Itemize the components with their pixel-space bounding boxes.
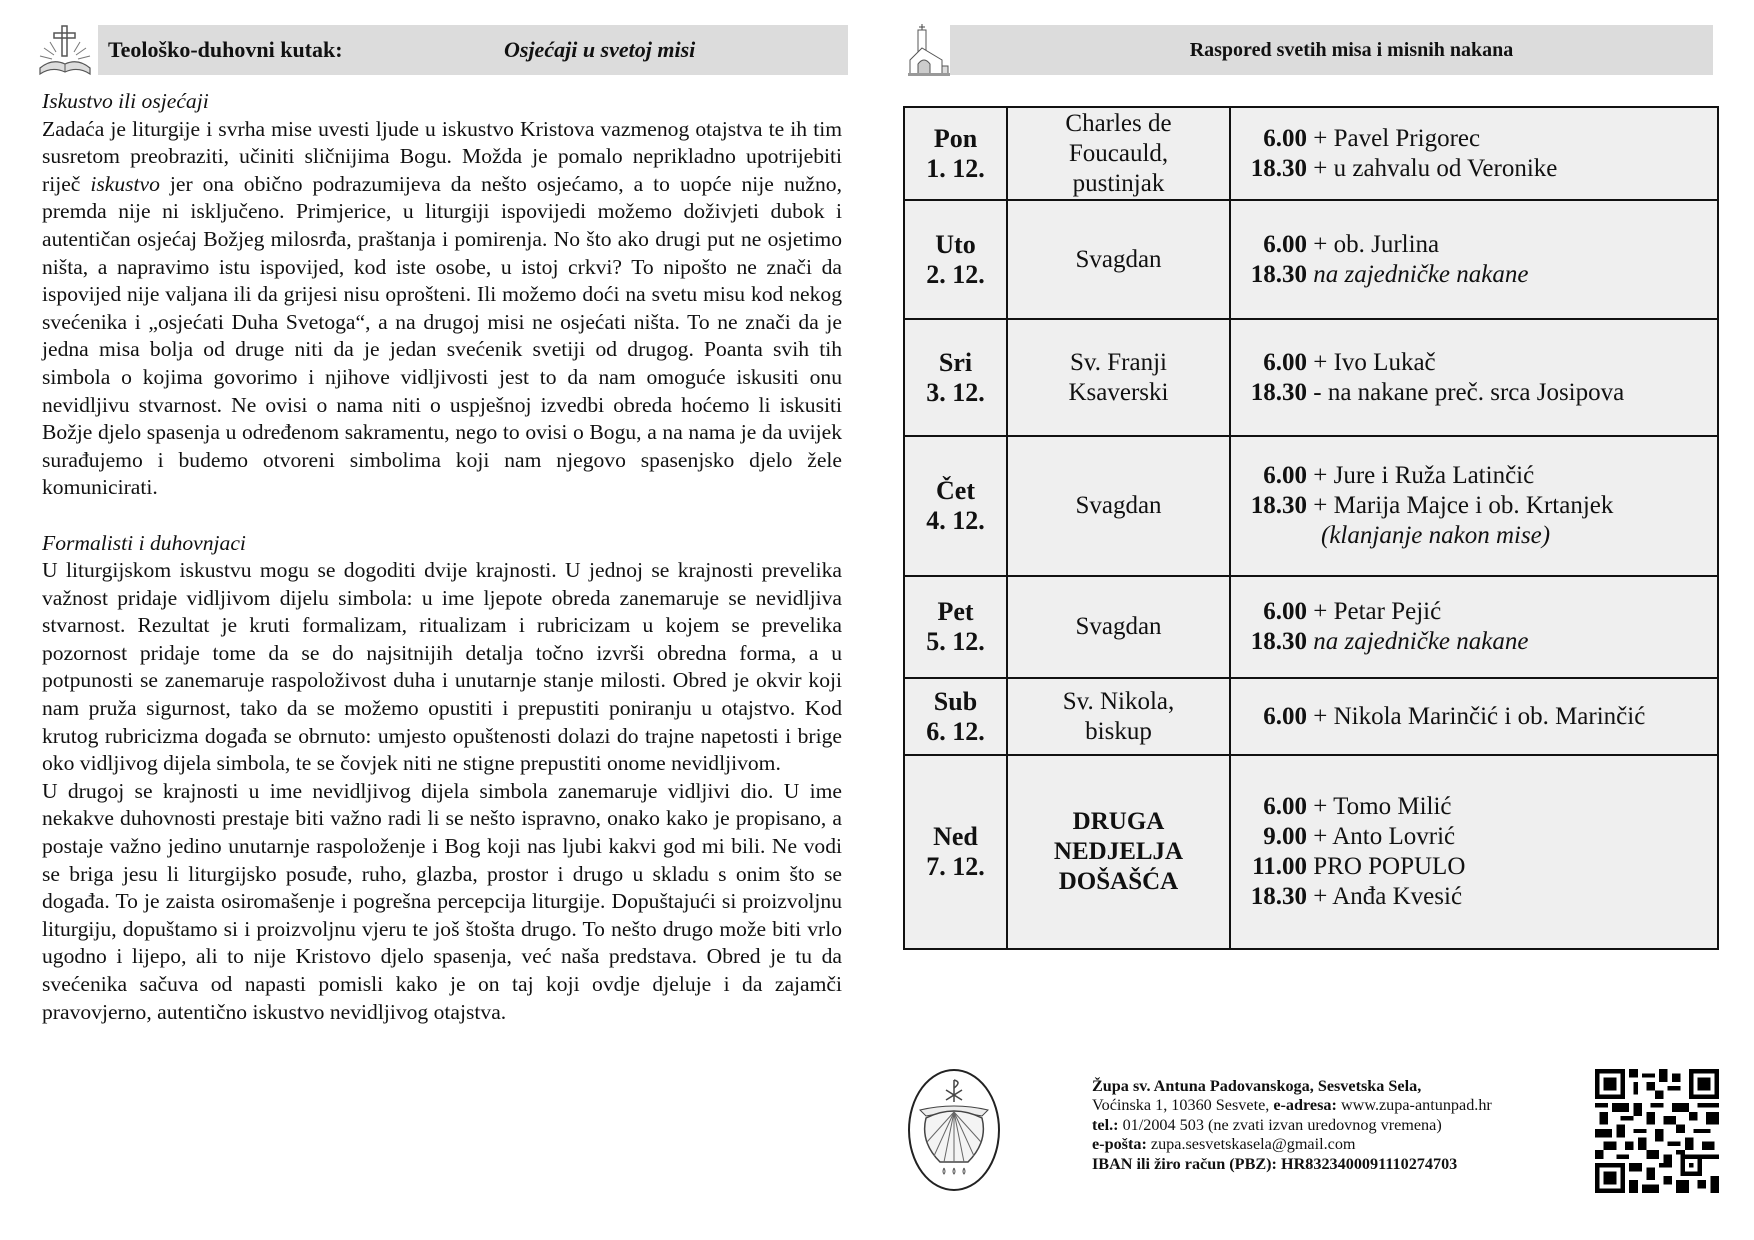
mass-intention: + ob. Jurlina [1313,230,1440,258]
feast-cell [1007,107,1230,200]
feast-line: Svagdan [1075,613,1162,640]
feast-line: Svagdan [1075,492,1162,519]
mass-time: 6.00 [1263,793,1307,820]
mass-entry [1241,792,1717,822]
subheading-iskustvo: Iskustvo ili osjećaji [42,89,209,113]
mass-entry [1241,882,1717,912]
schedule-title: Raspored svetih misa i misnih nakana [1189,38,1514,61]
date: 3. 12. [926,377,985,407]
text-run: Zadaća je liturgije i svrha mise uvesti ljude u iskustvo Kristova vazmenog otajstva te ih tim susretom preobraziti, učiniti sličnijima Bogu. Možda je pomalo neprikladno upotrijebiti riječ [42,116,842,196]
mass-time: 11.00 [1252,853,1307,880]
mass-intention: + Pavel Prigorec [1313,124,1481,152]
mass-entry [1241,491,1717,521]
schedule-header [950,25,1713,75]
email-address[interactable]: zupa.sesvetskasela@gmail.com [1146,1135,1356,1154]
weekday: Pet [937,597,974,626]
feast-line: DRUGA [1072,808,1165,835]
mass-intentions-cell [1230,200,1718,319]
day-cell [904,755,1007,949]
mass-time: 18.30 [1250,492,1307,519]
mass-note: (klanjanje nakon mise) [1321,522,1551,549]
schedule-row [904,200,1718,319]
feast-cell [1007,319,1230,436]
day-cell [904,107,1007,200]
feast-cell [1007,200,1230,319]
mass-time: 18.30 [1250,154,1307,182]
mass-intention: + u zahvalu od Veronike [1313,154,1558,182]
feast-line: Sv. Nikola, [1062,687,1175,715]
date: 5. 12. [926,627,985,656]
feast-cell [1007,678,1230,755]
mass-time: 6.00 [1263,348,1307,376]
phone-number: 01/2004 503 (ne zvati izvan uredovnog vremena) [1118,1115,1442,1134]
article-body [42,88,842,1026]
feast-cell [1007,576,1230,678]
website-link[interactable]: www.zupa-antunpad.hr [1336,1096,1492,1115]
mass-entry [1241,597,1717,627]
article-title: Osjećaji u svetoj misi [504,37,696,62]
mass-time: 6.00 [1263,124,1307,152]
cross-bible-icon [36,24,94,78]
feast-cell [1007,755,1230,949]
church-icon [908,24,950,76]
web-label: e-adresa: [1273,1096,1337,1115]
mass-entry [1241,124,1717,154]
feast-line: DOŠAŠĆA [1058,868,1179,895]
mass-intentions-cell [1230,755,1718,949]
mass-entry [1241,348,1717,378]
date: 1. 12. [926,153,985,183]
email-label: e-pošta: [1092,1135,1147,1154]
emphasis: iskustvo [90,171,160,196]
schedule-row [904,755,1718,949]
parish-name: Župa sv. Antuna Padovanskoga, Sesvetska Sela, [1092,1077,1422,1095]
mass-intention: + Anđa Kvesić [1313,883,1463,910]
schedule-row [904,319,1718,436]
mass-intention: + Anto Lovrić [1313,823,1456,850]
mass-intention: - na nakane preč. srca Josipova [1313,378,1625,406]
mass-intention: PRO POPULO [1313,853,1466,880]
mass-intention: + Petar Pejić [1313,598,1442,625]
mass-time: 18.30 [1250,260,1307,288]
scallop-shell-chi-rho-logo [906,1068,1002,1192]
feast-line: NEDJELJA [1053,838,1184,865]
feast-line: Foucauld, [1068,139,1169,167]
iban: IBAN ili žiro račun (PBZ): HR8323400091110274703 [1092,1154,1458,1173]
date: 2. 12. [926,259,985,289]
weekday: Sub [933,686,978,716]
mass-time: 6.00 [1263,598,1307,625]
mass-time: 18.30 [1250,378,1307,406]
mass-time: 6.00 [1263,230,1307,258]
mass-time: 6.00 [1263,462,1307,489]
feast-line: Svagdan [1075,245,1162,273]
mass-intention: + Tomo Milić [1313,793,1452,820]
mass-entry [1241,230,1717,260]
address: Voćinska 1, 10360 Sesvete, [1092,1096,1274,1115]
mass-intentions-cell [1230,576,1718,678]
mass-intention: + Ivo Lukač [1313,348,1436,376]
mass-intention: + Jure i Ruža Latinčić [1313,462,1535,489]
email-line [1092,1135,1492,1154]
mass-time: 9.00 [1263,823,1307,850]
mass-entry [1241,154,1717,184]
weekday: Pon [933,123,978,153]
text-run: jer ona obično podrazumijeva da nešto osjećamo, a to uopće nije nužno, premda nije ni isključeno. Primjerice, u liturgiji ispovijedi možemo doživjeti dubok i autentičan osjećaj Božjeg milosrđa, praštanja i pomirenja. No što ako drugi put ne osjetimo ništa, a napravimo istu ispovijed, kod iste osobe, u istoj crkvi? To nipošto ne znači da ispovijed nije valjana ili da grijesi nisu oprošteni. Ili možemo doći na svetu misu kod nekog svećenika i „osjećati Duha Svetoga“, a na drugoj misi ne osjećati ništa. To ne znači da je jedna misa bolja od druge niti da je jedan svećenik svetiji od drugog. Poanta svih tih simbola o kojima govorimo i njihove vidljivosti jest to da nam omoguće iskusiti onu nevidljivu stvarnost. Ne ovisi o nama niti o uspješnoj izvedbi obreda hoćemo li iskusiti Božje djelo spasenja u određenom sakramentu, nego to ovisi o Bogu, a na nama je da uvijek surađujemo i budemo otvoreni simbolima koji nam njegovo spasenjsko djelo žele komunicirati. [42,171,842,500]
schedule-row [904,678,1718,755]
day-cell [904,200,1007,319]
mass-entry [1241,378,1717,408]
mass-entry [1241,822,1717,852]
weekday: Uto [935,229,976,259]
schedule-row [904,436,1718,576]
mass-schedule-table [903,106,1719,950]
mass-intention: na zajedničke nakane [1313,628,1529,655]
section-header [98,25,848,75]
mass-intentions-cell [1230,436,1718,576]
feast-line: Charles de [1065,109,1172,137]
phone-line [1092,1116,1492,1135]
qr-code-icon [1595,1069,1719,1193]
feast-line: Sv. Franji [1070,348,1167,376]
feast-line: biskup [1085,717,1152,745]
date: 7. 12. [926,852,985,881]
section-label: Teološko-duhovni kutak: [108,37,343,62]
mass-time: 18.30 [1250,883,1307,910]
address-line [1092,1096,1492,1115]
paragraph: U drugoj se krajnosti u ime nevidljivog dijela simbola zanemaruje vidljivi dio. U ime nekakve duhovnosti prestaje biti važno radi li se nešto ispravno, onako kako je propisano, a postaje važno jedino unutarnje raspoloženje i Bog koji nas ljubi kakvi god mi bili. Ne vodi se briga jesu li liturgijsko posuđe, ruho, glazba, prostor i drugo u skladu s onim što se događa. To je zaista osiromašenje i pogrešna percepcija liturgije. Dopuštajući si proizvoljnu liturgiju, dopuštamo si i proizvoljnu vjeru te još štošta drugo. To nešto drugo može biti vrlo ugodno i lijepo, ali to nije Kristovo djelo spasenja, već naša predstava. Obred je tu da svećenika sačuva od napasti pomisli kako je on taj koji ovdje djeluje i da zajamči pravovjerno, autentično iskustvo nevidljivog otajstva. [42,778,842,1024]
day-cell [904,576,1007,678]
date: 4. 12. [926,506,985,535]
schedule-row [904,107,1718,200]
subheading-formalisti: Formalisti i duhovnjaci [42,530,246,555]
mass-intention: + Marija Majce i ob. Krtanjek [1313,492,1614,519]
schedule-row [904,576,1718,678]
day-cell [904,319,1007,436]
mass-time: 6.00 [1263,702,1307,730]
mass-entry [1241,852,1717,882]
feast-cell [1007,436,1230,576]
mass-entry [1241,260,1717,290]
feast-line: Ksaverski [1068,378,1169,406]
mass-entry [1241,702,1717,732]
mass-intentions-cell [1230,678,1718,755]
mass-entry [1241,461,1717,491]
paragraph [42,116,842,502]
parish-contact-info [1092,1077,1492,1174]
mass-intention: na zajedničke nakane [1313,260,1529,288]
weekday: Sri [938,347,973,377]
paragraph: U liturgijskom iskustvu mogu se dogoditi dvije krajnosti. U jednoj se krajnosti prevelika važnost pridaje vidljivom dijelu simbola: u ime ljepote obreda zanemaruje se nevidljiva stvarnost. Rezultat je kruti formalizam, ritualizam i rubricizam u kojem se prevelika pozornost pridaje tome da se do najsitnijih detalja točno izvrši obredna forma, a u potpunosti se zanemaruje raspoloživost duha i unutarnje stanje milosti. Obred je okvir koji nam pruža sigurnost, tako da se možemo opustiti i prepustiti poniranju u otajstvo. Kod krutog rubricizma događa se obrnuto: umjesto opuštenosti dolazi do trajne napetosti i brige oko vidljivog dijela simbola, te se čovjek niti ne stigne prepustiti onome nevidljivom. [42,558,842,776]
tel-label: tel.: [1092,1115,1119,1134]
date: 6. 12. [926,716,985,746]
mass-intention: + Nikola Marinčić i ob. Marinčić [1313,702,1646,730]
day-cell [904,678,1007,755]
weekday: Čet [936,476,975,505]
mass-intentions-cell [1230,319,1718,436]
feast-line: pustinjak [1072,169,1165,197]
mass-intentions-cell [1230,107,1718,200]
day-cell [904,436,1007,576]
mass-time: 18.30 [1250,628,1307,655]
weekday: Ned [933,822,978,851]
mass-entry [1241,627,1717,657]
